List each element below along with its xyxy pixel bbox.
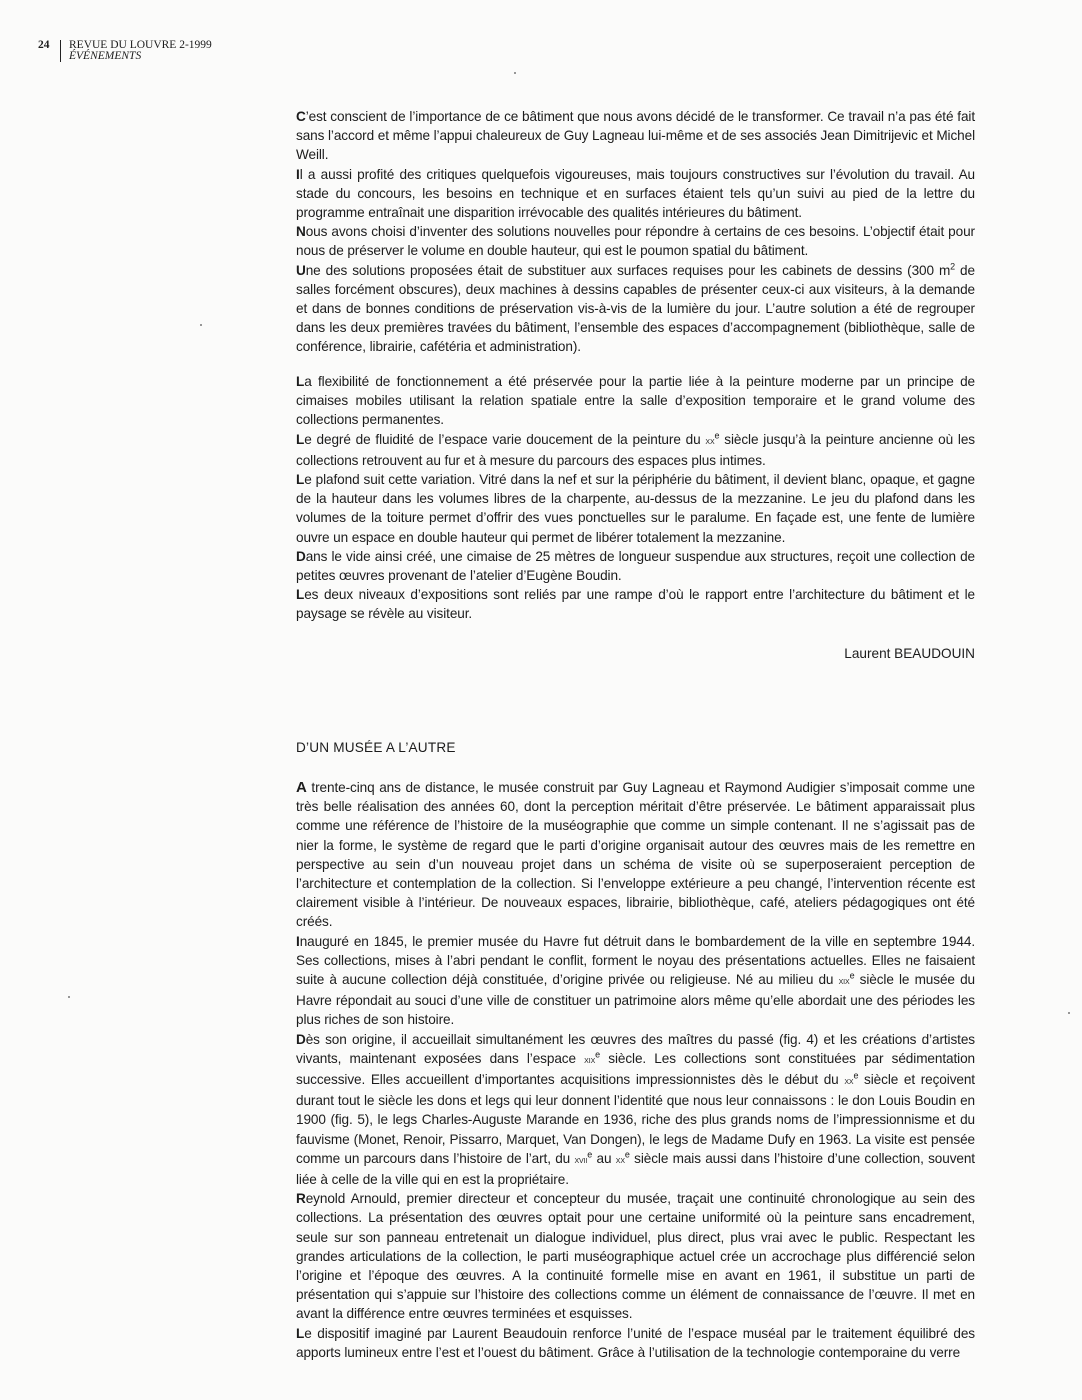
paragraph (296, 1030, 975, 1190)
scan-speck (68, 996, 70, 998)
paragraph (296, 547, 975, 585)
superscript: e (849, 970, 855, 981)
paragraph (296, 470, 975, 547)
century-numeral: xx (844, 1075, 854, 1088)
paragraph-text: eynold Arnould, premier directeur et concepteur du musée, traçait une continuité chronologique au sein des collections. La présentation des œuvres optait pour une certaine uniformité où la peinture sans encadrement, seule sur son panneau entretenait un dialogue individuel, plus direct, plus vrai avec le public. Respectant les grandes articulations de la collection, le parti muséographique actuel crée un accrochage plus différencié selon l’origine et l’époque des œuvres. A la continuité formelle mise en avant en 1961, il substitue un parti de présentation qui s’appuie sur l’histoire des collections comme un élément de connaissance de l’œuvre. Il met en avant la différence entre œuvres terminées et esquisses. (296, 1191, 975, 1322)
paragraph-text: siècle. Les collections sont constituées par sédimentation successive. Elles accueillent d’importantes acquisitions impressionnistes dès le début du (296, 1050, 975, 1088)
initial-letter: C (296, 109, 306, 124)
initial-letter: R (296, 1191, 306, 1207)
initial-letter: U (296, 262, 306, 278)
paragraph (296, 932, 975, 1030)
scan-speck (514, 72, 516, 74)
initial-letter: A (296, 779, 307, 796)
paragraph (296, 261, 975, 357)
page-number: 24 (38, 39, 50, 51)
initial-letter: L (296, 374, 305, 389)
paragraph-text: e dispositif imaginé par Laurent Beaudouin renforce l’unité de l’espace muséal par le traitement équilibré des apports lumineux entre l’est et l’ouest du bâtiment. Grâce à l’utilisation de la technologie contemporaine du verre (296, 1325, 975, 1360)
author-signature: Laurent BEAUDOUIN (844, 646, 975, 661)
initial-letter: L (296, 1325, 305, 1341)
paragraph-text: siècle jusqu’à la peinture ancienne où les collections retrouvent au fur et à mesure du parcours des espaces plus intimes. (296, 431, 975, 468)
initial-letter: N (296, 224, 306, 240)
paragraph-text: nauguré en 1845, le premier musée du Havre fut détruit dans le bombardement de la ville en septembre 1944. Ses collections, mises à l’abri pendant le conflit, forment le noyau des présentations actuelles. Elles ne faisaient suite à aucune collection déjà constituée, d’origine privée ou religieuse. Né au milieu du (296, 933, 975, 988)
article-body-part2 (296, 372, 975, 624)
paragraph-text: trente-cinq ans de distance, le musée construit par Guy Lagneau et Raymond Audigier s’imposait comme une très belle réalisation des années 60, dont la perception méritait d’être préservée. Le bâtiment apparaissait plus comme une référence de l’histoire de la muséographie que comme un simple contenant. Il ne s’agissait pas de nier la forme, le système de regard que le parti d’origine organisait autour des œuvres mais de les remettre en perspective au sein d’un nouveau projet dans un schéma de visite où se superposeraient perception de l’architecture et contemplation de la collection. Si l’enveloppe extérieure a peu changé, l’intervention récente est clairement visible à l’intérieur. De nouveaux espaces, librairie, bibliothèque, café, ateliers pédagogiques ont été créés. (296, 780, 975, 930)
article-body-part1 (296, 107, 975, 357)
initial-letter: I (296, 166, 300, 182)
century-numeral: xix (584, 1053, 596, 1066)
superscript: e (587, 1149, 593, 1160)
initial-letter: L (296, 587, 305, 603)
paragraph (296, 165, 975, 223)
superscript: 2 (950, 261, 956, 272)
paragraph (296, 778, 975, 932)
header-rule (60, 40, 61, 62)
paragraph (296, 430, 975, 470)
paragraph-text: es deux niveaux d’expositions sont reliés par une rampe d’où le rapport entre l’architecture du bâtiment et le paysage se révèle au visiteur. (296, 587, 975, 622)
superscript: e (714, 430, 720, 441)
paragraph (296, 1189, 975, 1323)
section-heading: D’UN MUSÉE A L’AUTRE (296, 740, 456, 755)
initial-letter: D (296, 548, 306, 564)
paragraph-text: ès son origine, il accueillait simultanément les œuvres des maîtres du passé (fig. 4) et les créations d’artistes vivants, maintenant exposées dans l’espace (296, 1031, 975, 1066)
paragraph-text: e plafond suit cette variation. Vitré dans la nef et sur la périphérie du bâtiment, il devient blanc, opaque, et gagne de la hauteur dans les volumes libres de la charpente, au-dessus de la mezzanine. Le jeu du plafond dans les volumes de la toiture permet d’offrir des vues ponctuelles sur le paralume. En façade est, une fente de lumière ouvre un espace en double hauteur qui permet de libérer totalement la mezzanine. (296, 472, 975, 545)
paragraph-text: ous avons choisi d’inventer des solutions nouvelles pour répondre à certains de ces besoins. L’objectif était pour nous de préserver le volume en double hauteur, qui est le poumon spatial du bâtiment. (296, 224, 975, 259)
paragraph-text: ’est conscient de l’importance de ce bâtiment que nous avons décidé de le transformer. Ce travail n’a pas été fait sans l’accord et même l’appui chaleureux de Guy Lagneau lui-même et de ses associés Jean Dimitrijevic et Michel Weill. (296, 109, 975, 163)
century-numeral: xx (615, 1153, 625, 1166)
paragraph (296, 107, 975, 165)
section-title: ÉVÉNEMENTS (69, 50, 142, 62)
journal-title: REVUE DU LOUVRE 2-1999 (69, 39, 212, 51)
initial-letter: I (296, 933, 300, 949)
initial-letter: L (296, 472, 305, 488)
paragraph-text: siècle et reçoivent durant tout le siècle les dons et legs qui leur donnent l’identité que nous leur connaissons : le don Louis Boudin en 1900 (fig. 5), le legs Charles-Auguste Marande en 1936, riche des plus grands noms de l’impressionnisme et du fauvisme (Monet, Renoir, Pissarro, Marquet, Van Dongen), le legs de Madame Dufy en 1963. La visite est pensée comme un parcours dans l’histoire de l’art, du (296, 1072, 975, 1166)
scan-speck (1068, 1012, 1070, 1014)
paragraph-text: siècle mais aussi dans l’histoire d’une collection, souvent liée à celle de la ville qui en est la propriétaire. (296, 1150, 975, 1188)
paragraph-text: l a aussi profité des critiques quelquefois vigoureuses, mais toujours constructives sur l’évolution du travail. Au stade du concours, les besoins en technique et en surfaces étaient tels qu’un suivi au pied de la lettre du programme entraînait une disparition irrévocable des qualités intérieures du bâtiment. (296, 166, 975, 221)
paragraph-text: ne des solutions proposées était de substituer aux surfaces requises pour les cabinets de dessins (300 m (305, 262, 951, 278)
superscript: e (853, 1070, 859, 1081)
initial-letter: L (296, 431, 305, 447)
article-body-section2 (296, 778, 975, 1362)
paragraph (296, 585, 975, 623)
paragraph (296, 222, 975, 260)
century-numeral: xix (838, 975, 850, 988)
paragraph-text: e degré de fluidité de l’espace varie doucement de la peinture du (304, 431, 706, 447)
paragraph-text: ans le vide ainsi créé, une cimaise de 25 mètres de longueur suspendue aux structures, reçoit une collection de petites œuvres provenant de l’atelier d’Eugène Boudin. (296, 548, 975, 584)
paragraph-text: au (592, 1150, 616, 1166)
paragraph-text: de salles forcément obscures), deux machines à dessins capables de présenter ceux-ci aux visiteurs, à la demande et dans de bonnes conditions de préservation vis-à-vis de la lumière du jour. L’autre solution a été de regrouper dans les deux premières travées du bâtiment, l’ensemble des espaces d’accompagnement (bibliothèque, salle de conférence, librairie, cafétéria et administration). (296, 262, 975, 355)
paragraph-text: siècle le musée du Havre répondait au souci d’une ville de constituer un patrimoine alors même qu’elle abordait une des périodes les plus riches de son histoire. (296, 972, 975, 1028)
century-numeral: xvii (574, 1153, 588, 1166)
superscript: e (624, 1149, 630, 1160)
paragraph-text: a flexibilité de fonctionnement a été préservée pour la partie liée à la peinture moderne par un principe de cimaises mobiles utilisant la relation spatiale entre la salle d’exposition temporaire et le grand volume des collections permanentes. (296, 374, 975, 428)
century-numeral: xx (705, 434, 715, 447)
initial-letter: D (296, 1031, 306, 1047)
scan-speck (200, 324, 202, 326)
superscript: e (595, 1049, 601, 1060)
paragraph (296, 372, 975, 430)
paragraph (296, 1324, 975, 1362)
